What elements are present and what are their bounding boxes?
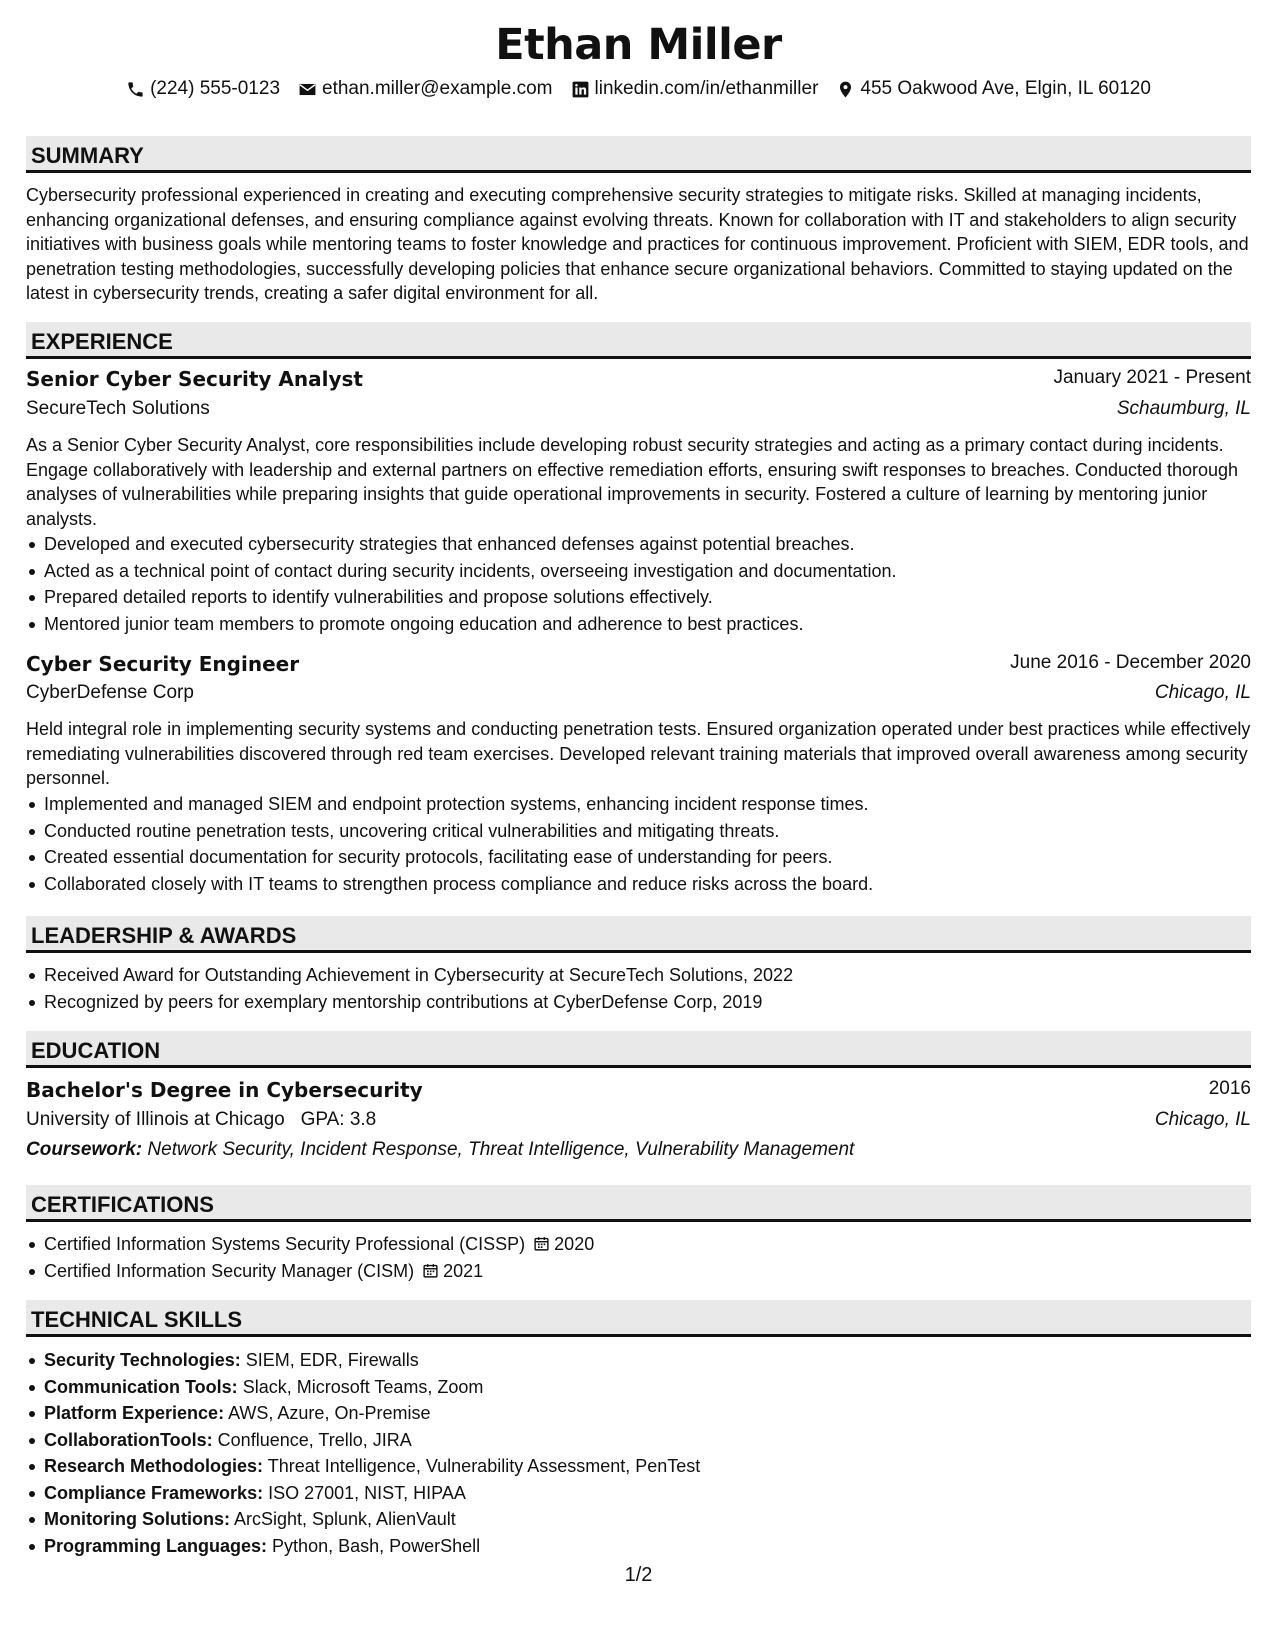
list-item [26, 1374, 1251, 1401]
phone-text: (224) 555-0123 [150, 78, 281, 99]
section-title: SUMMARY [31, 143, 144, 168]
skill-value: ISO 27001, NIST, HIPAA [268, 1482, 466, 1503]
list-item [26, 1453, 1251, 1480]
school-name: University of Illinois at Chicago [26, 1109, 285, 1130]
education-header [26, 1078, 1251, 1104]
skill-label: Research Methodologies: [44, 1456, 264, 1476]
section-header-summary [26, 136, 1251, 173]
skill-label: Security Technologies: [44, 1350, 241, 1370]
section-title: LEADERSHIP & AWARDS [31, 923, 297, 948]
skill-label: Monitoring Solutions: [44, 1509, 230, 1529]
contact-bar [26, 78, 1251, 100]
linkedin-icon [571, 80, 590, 99]
list-item [26, 1427, 1251, 1454]
job-dates: June 2016 - December 2020 [1010, 652, 1251, 673]
linkedin-text: linkedin.com/in/ethanmiller [594, 78, 819, 99]
job-title: Cyber Security Engineer [26, 652, 300, 676]
list-item: Mentored junior team members to promote ongoing education and adherence to best practices. [26, 611, 1251, 638]
awards-list [26, 962, 1251, 1015]
resume-page [26, 0, 1251, 1650]
certification-name: Certified Information Security Manager (CISM) [44, 1260, 415, 1281]
contact-linkedin[interactable] [571, 78, 819, 100]
phone-icon [126, 80, 145, 99]
list-item [26, 1231, 1251, 1258]
skill-value: Python, Bash, PowerShell [272, 1535, 481, 1556]
gpa: GPA: 3.8 [300, 1109, 377, 1130]
skill-value: SIEM, EDR, Firewalls [245, 1350, 419, 1370]
section-header-awards [26, 916, 1251, 953]
list-item [26, 1480, 1251, 1507]
job-description: Held integral role in implementing security systems and conducting penetration tests. Ensured organization operated under best practices while effectively remediating vulnerabilities discovered through red team exercises. Developed relevant training materials that improved overall awareness among security personnel. [26, 719, 1251, 789]
skill-label: Platform Experience: [44, 1403, 225, 1423]
skill-value: ArcSight, Splunk, AlienVault [233, 1509, 456, 1529]
calendar-icon [422, 1262, 439, 1279]
list-item [26, 1347, 1251, 1374]
coursework-line [26, 1139, 854, 1161]
job-header [26, 367, 1251, 393]
contact-email[interactable] [298, 78, 553, 100]
section-title: TECHNICAL SKILLS [31, 1307, 243, 1332]
skill-label: CollaborationTools: [44, 1429, 213, 1450]
school-line [26, 1109, 376, 1131]
summary-text: Cybersecurity professional experienced in creating and executing comprehensive security strategies to mitigate risks. Skilled at managing incidents, enhancing organizational defenses, and ensuring compliance against evolving threats. Known for collaboration with IT and stakeholders to align security initiatives with business goals while mentoring teams to foster knowledge and practices for continuous improvement. Proficient with SIEM, EDR tools, and penetration testing methodologies, successfully developing policies that enhance secure organizational behaviors. Committed to staying updated on the latest in cybersecurity trends, creating a safer digital environment for all. [26, 185, 1249, 304]
address-text: 455 Oakwood Ave, Elgin, IL 60120 [860, 78, 1151, 99]
coursework-label: Coursework: [26, 1139, 143, 1160]
list-item [26, 1258, 1251, 1285]
section-title: CERTIFICATIONS [31, 1192, 214, 1217]
list-item [26, 1400, 1251, 1427]
job-header [26, 652, 1251, 678]
list-item: Acted as a technical point of contact during security incidents, overseeing investigation and documentation. [26, 558, 1251, 585]
skill-value: Confluence, Trello, JIRA [217, 1429, 412, 1450]
map-pin-icon [836, 80, 855, 99]
list-item: Prepared detailed reports to identify vulnerabilities and propose solutions effectively. [26, 584, 1251, 611]
skill-label: Communication Tools: [44, 1376, 238, 1397]
job-location: Chicago, IL [1154, 682, 1251, 703]
skill-value: AWS, Azure, On-Premise [228, 1403, 431, 1423]
skill-value: Threat Intelligence, Vulnerability Assessment, PenTest [267, 1456, 701, 1476]
list-item: Collaborated closely with IT teams to strengthen process compliance and reduce risks across the board. [26, 871, 1251, 898]
section-header-skills [26, 1300, 1251, 1337]
page-number: 1/2 [624, 1564, 653, 1586]
contact-address [836, 78, 1151, 100]
graduation-year: 2016 [1208, 1078, 1251, 1099]
list-item: Created essential documentation for security protocols, facilitating ease of understanding for peers. [26, 844, 1251, 871]
email-text: ethan.miller@example.com [322, 78, 553, 99]
calendar-icon [533, 1235, 550, 1252]
skill-label: Compliance Frameworks: [44, 1482, 264, 1503]
certification-year: 2021 [443, 1260, 484, 1281]
list-item: Recognized by peers for exemplary mentorship contributions at CyberDefense Corp, 2019 [26, 989, 1251, 1016]
list-item: Conducted routine penetration tests, uncovering critical vulnerabilities and mitigating threats. [26, 818, 1251, 845]
degree-title: Bachelor's Degree in Cybersecurity [26, 1078, 423, 1102]
section-header-experience [26, 322, 1251, 359]
certification-name: Certified Information Systems Security Professional (CISSP) [44, 1234, 526, 1254]
section-header-education [26, 1031, 1251, 1068]
section-title: EDUCATION [31, 1038, 161, 1063]
job-location: Schaumburg, IL [1116, 398, 1251, 419]
list-item: Implemented and managed SIEM and endpoint protection systems, enhancing incident response times. [26, 791, 1251, 818]
list-item [26, 1533, 1251, 1560]
education-subheader [26, 1109, 1251, 1135]
skills-list [26, 1347, 1251, 1559]
section-header-certifications [26, 1185, 1251, 1222]
coursework-list: Network Security, Incident Response, Threat Intelligence, Vulnerability Management [147, 1139, 855, 1160]
list-item: Received Award for Outstanding Achievement in Cybersecurity at SecureTech Solutions, 2022 [26, 962, 1251, 989]
job-description: As a Senior Cyber Security Analyst, core responsibilities include developing robust security strategies and acting as a primary contact during incidents. Engage collaboratively with leadership and external partners on effective remediation efforts, ensuring swift responses to breaches. Conducted thorough analyses of vulnerabilities while preparing insights that guide operational improvements in security. Fostered a culture of learning by mentoring junior analysts. [26, 435, 1239, 529]
certifications-list [26, 1231, 1251, 1284]
skill-value: Slack, Microsoft Teams, Zoom [242, 1376, 484, 1397]
certification-year: 2020 [554, 1234, 595, 1254]
skill-label: Programming Languages: [44, 1535, 268, 1556]
job-title: Senior Cyber Security Analyst [26, 367, 363, 391]
job-company: CyberDefense Corp [26, 682, 194, 703]
job-subheader [26, 398, 1251, 424]
envelope-icon [298, 80, 317, 99]
list-item [26, 1506, 1251, 1533]
job-dates: January 2021 - Present [1053, 367, 1251, 388]
contact-phone[interactable] [126, 78, 280, 100]
list-item: Developed and executed cybersecurity strategies that enhanced defenses against potential breaches. [26, 531, 1251, 558]
section-title: EXPERIENCE [31, 329, 173, 354]
job-company: SecureTech Solutions [26, 398, 210, 419]
school-location: Chicago, IL [1154, 1109, 1251, 1130]
job-subheader [26, 682, 1251, 708]
candidate-name: Ethan Miller [495, 20, 782, 70]
job-bullets [26, 531, 1251, 637]
job-bullets [26, 791, 1251, 897]
